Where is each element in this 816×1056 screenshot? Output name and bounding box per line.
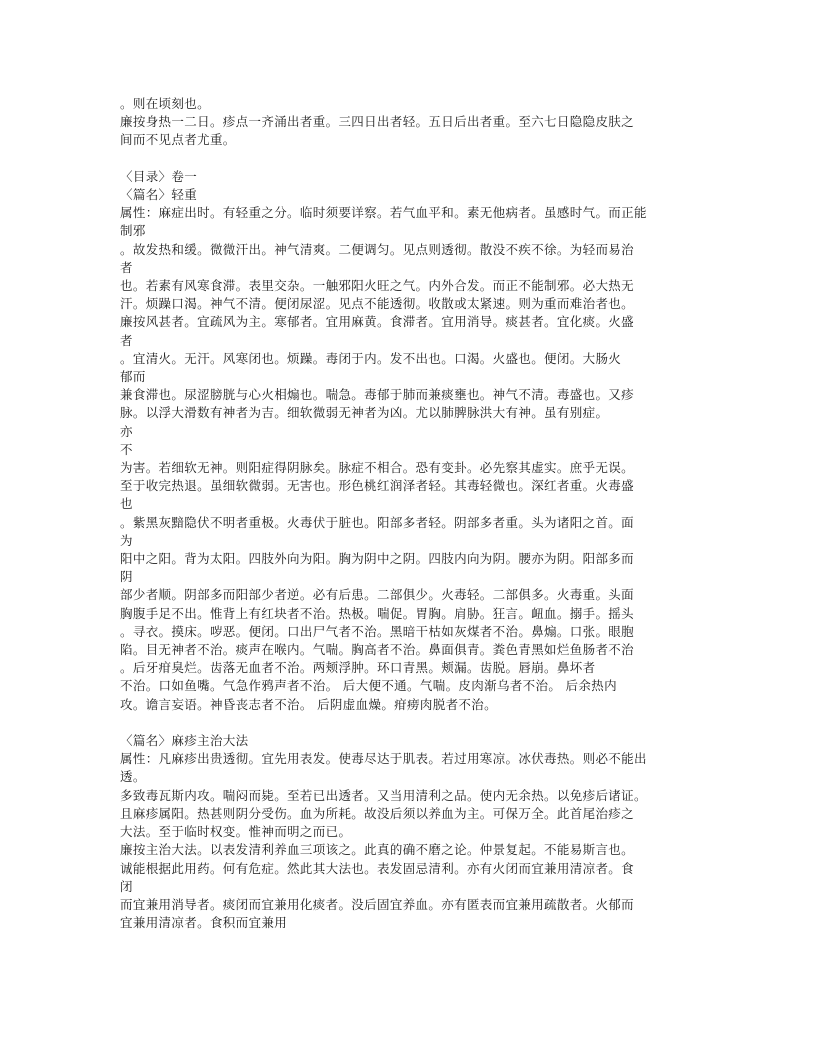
document-page <box>120 95 700 932</box>
text-line: 且麻疹属阳。热甚则阴分受伤。血为所耗。故没后须以养血为主。可保万全。此首尾治疹之 <box>120 805 635 821</box>
text-line: 诚能根据此用药。何有危症。然此其大法也。表发固忌清利。亦有火闭而宜兼用清凉者。食 <box>120 860 635 876</box>
catalog-heading: 〈篇名〉麻疹主治大法 <box>120 733 249 749</box>
text-line: 胸腹手足不出。惟背上有红块者不治。热极。喘促。胃胸。肩胁。狂言。衄血。搦手。摇头 <box>120 605 635 621</box>
section-title: 〈篇名〉轻重 <box>120 187 198 202</box>
section-title: 属性：凡麻疹出贵透彻。宜先用表发。使毒尽达于肌表。若过用寒凉。冰伏毒热。则必不能出 <box>120 751 647 767</box>
text-line: 也 <box>120 496 133 512</box>
text-line: 攻。谵言妄语。神昏丧志者不治。 后阴虚血燥。疳痨肉脱者不治。 <box>120 696 497 712</box>
text-line: 多致毒瓦斯内攻。喘闷而毙。至若已出透者。又当用清利之品。使内无余热。以免疹后诸证。 <box>120 787 647 803</box>
text-line: 兼食滞也。尿涩膀胱与心火相煽也。喘急。毒郁于肺而兼痰壅也。神气不清。毒盛也。又疹 <box>120 387 635 403</box>
text-line: 廉按主治大法。以表发清利养血三项该之。此真的确不磨之论。仲景复起。不能易斯言也。 <box>120 842 635 858</box>
text-line: 廉按风甚者。宜疏风为主。寒郁者。宜用麻黄。食滞者。宜用消导。痰甚者。宜化痰。火盛 <box>120 314 635 330</box>
text-line: 部少者顺。阴部多而阳部少者逆。必有后患。二部俱少。火毒轻。二部俱多。火毒重。头面 <box>120 587 635 603</box>
text-line: 。宜清火。无汗。风寒闭也。烦躁。毒闭于内。发不出也。口渴。火盛也。便闭。大肠火 <box>120 350 622 366</box>
text-line: 闭 <box>120 878 133 894</box>
text-line: 宜兼用清凉者。食积而宜兼用 <box>120 915 288 931</box>
text-line: 而宜兼用消导者。痰闭而宜兼用化痰者。没后固宜养血。亦有匿表而宜兼用疏散者。火郁而 <box>120 896 635 912</box>
text-line: 属性：麻症出时。有轻重之分。临时须要详察。若气血平和。素无他病者。虽感时气。而正能 <box>120 205 647 221</box>
paragraph-gap <box>120 150 700 168</box>
text-line: 不治。口如鱼嘴。气急作鸦声者不治。 后大便不通。气喘。皮肉渐乌者不治。 后余热内 <box>120 678 617 694</box>
text-line: 。后牙疳臭烂。齿落无血者不治。两颊浮肿。环口青黑。颊漏。齿脱。唇崩。鼻坏者 <box>120 660 596 676</box>
catalog-heading: 〈目录〉卷一 <box>120 168 198 184</box>
text-line: 郁而 <box>120 369 146 385</box>
text-line: 。则在顷刻也。 <box>120 96 210 111</box>
text-line: 。故发热和缓。微微汗出。神气清爽。二便调匀。见点则透彻。散没不疾不徐。为轻而易治 <box>120 241 635 257</box>
text-line: 。紫黑灰黯隐伏不明者重极。火毒伏于脏也。阳部多者轻。阴部多者重。头为诸阳之首。面 <box>120 514 635 530</box>
text-line: 不 <box>120 441 133 457</box>
text-line: 间而不见点者尤重。 <box>120 132 236 148</box>
text-line: 也。若素有风寒食滞。表里交杂。一触邪阳火旺之气。内外合发。而正不能制邪。必大热无 <box>120 278 635 294</box>
text-line: 亦 <box>120 423 133 439</box>
text-line: 为 <box>120 532 133 548</box>
text-line: 陷。目无神者不治。痰声在喉内。气喘。胸高者不治。鼻面俱青。粪色青黑如烂鱼肠者不治 <box>120 642 635 658</box>
text-line: 阳中之阳。背为太阳。四肢外向为阳。胸为阴中之阴。四肢内向为阴。腰亦为阴。阳部多而 <box>120 551 635 567</box>
text-line: 。寻衣。摸床。哕恶。便闭。口出尸气者不治。黑暗干枯如灰煤者不治。鼻煽。口张。眼胞 <box>120 623 635 639</box>
text-line: 者 <box>120 332 133 348</box>
text-line: 者 <box>120 259 133 275</box>
text-line: 廉按身热一二日。疹点一齐涌出者重。三四日出者轻。五日后出者重。至六七日隐隐皮肤之 <box>120 114 635 130</box>
text-line: 透。 <box>120 769 146 785</box>
text-line: 脉。以浮大滑数有神者为吉。细软微弱无神者为凶。尤以肺脾脉洪大有神。虽有别症。 <box>120 405 609 421</box>
text-line: 大法。至于临时权变。惟神而明之而已。 <box>120 824 352 840</box>
text-line: 为害。若细软无神。则阳症得阴脉矣。脉症不相合。恐有变卦。必先察其虚实。庶乎无误。 <box>120 460 635 476</box>
text-line: 汗。烦躁口渴。神气不清。便闭尿涩。见点不能透彻。收散或太紧速。则为重而难治者也。 <box>120 296 635 312</box>
text-line: 至于收完热退。虽细软微弱。无害也。形色桃红润泽者轻。其毒轻微也。深红者重。火毒盛 <box>120 478 635 494</box>
text-line: 阴 <box>120 569 133 585</box>
text-line: 制邪 <box>120 223 146 239</box>
paragraph-gap <box>120 714 700 732</box>
